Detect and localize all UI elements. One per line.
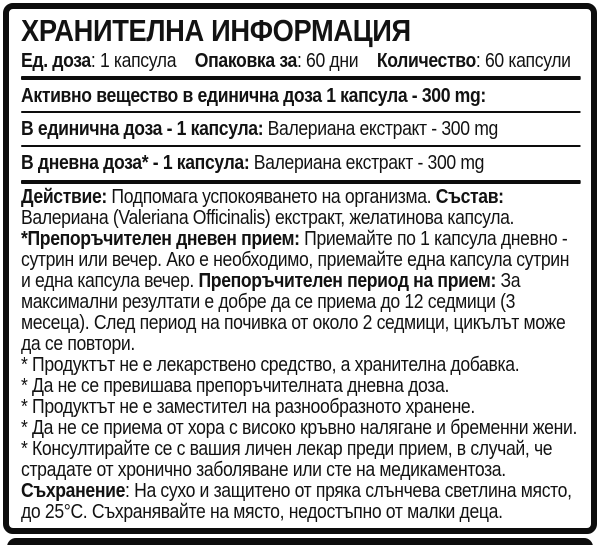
text-run: Приемайте по 1 капсула дневно - сутрин или вечер. Ако е необходимо, приемайте една капсула сутрин и една капсула вечер. — [21, 228, 570, 292]
text-run: За максимални резултати е добре да се приема до 12 седмици (3 месеца). След период на почивка от около 2 седмици, цикълът може да се повтори. — [21, 270, 566, 355]
unit-dose-row-value: Валериана екстракт - 300 mg — [267, 118, 498, 140]
quantity-value: : 60 капсули — [475, 50, 571, 72]
description-paragraph — [21, 187, 581, 355]
text-run: Валериана (Valeriana Officinalis) екстракт, желатинова капсула. — [21, 207, 515, 229]
warning-line: * Да не се превишава препоръчителната дневна доза. — [21, 375, 449, 397]
text-run: Препоръчителен период на прием: — [198, 270, 496, 292]
text-run: Действие: — [21, 186, 107, 208]
unit-dose-item — [21, 50, 176, 72]
dose-summary-row — [21, 49, 581, 73]
divider-thick — [21, 180, 581, 184]
unit-dose-label: Ед. доза — [21, 50, 91, 72]
text-run: *Препоръчителен дневен прием: — [21, 228, 300, 250]
divider-thin — [21, 111, 581, 113]
unit-dose-value: : 1 капсула — [90, 50, 177, 72]
quantity-label: Количество — [376, 50, 476, 72]
text-run: Подпомага успокояването на организма. — [106, 186, 436, 208]
daily-dose-row — [21, 149, 581, 177]
package-duration-item — [195, 50, 358, 72]
storage-label: Съхранение — [21, 480, 126, 502]
warning-line: * Продуктът не е лекарствено средство, а хранителна добавка. — [21, 354, 520, 376]
daily-dose-row-value: Валериана екстракт - 300 mg — [253, 152, 485, 174]
warning-line: * Продуктът не е заместител на разнообразното хранене. — [21, 396, 475, 418]
package-duration-value: : 60 дни — [296, 50, 359, 72]
next-section-top-edge — [7, 538, 593, 545]
unit-dose-row — [21, 115, 581, 143]
quantity-item — [377, 50, 571, 72]
storage-paragraph — [21, 481, 581, 523]
label-content — [21, 13, 581, 523]
active-substance-header: Активно вещество в единична доза 1 капсула - 300 mg: — [21, 85, 486, 107]
warning-line: * Консултирайте се с вашия личен лекар преди прием, в случай, че страдате от хронично заболяване или сте на медикаментоза. — [21, 438, 553, 481]
unit-dose-row-label: В единична доза - 1 капсула: — [21, 118, 264, 140]
storage-text: : На сухо и защитено от пряка слънчева светлина място, до 25°C. Съхранявайте на място, недостъпно от малки деца. — [21, 480, 572, 523]
divider-thin — [21, 145, 581, 147]
warning-line: * Да не се приема от хора с високо кръвно налягане и бременни жени. — [21, 417, 577, 439]
page-title: ХРАНИТЕЛНА ИНФОРМАЦИЯ — [21, 13, 411, 48]
text-run: Състав: — [435, 186, 504, 208]
nutrition-info-label — [3, 3, 597, 534]
daily-dose-row-label: В дневна доза* - 1 капсула: — [21, 152, 250, 174]
divider-thick — [21, 76, 581, 80]
package-duration-label: Опаковка за — [194, 50, 297, 72]
